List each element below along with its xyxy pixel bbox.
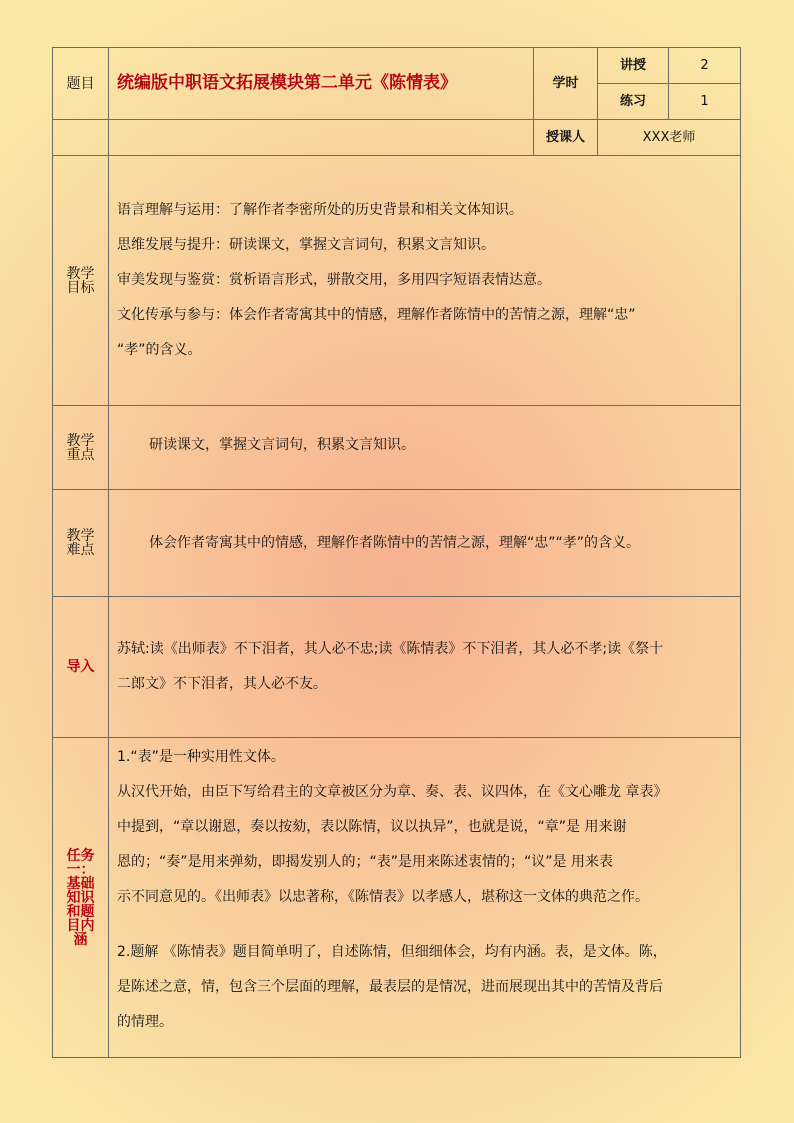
practice-hours-value: 1 <box>669 84 741 120</box>
lesson-title: 统编版中职语文拓展模块第二单元《陈情表》 <box>109 48 534 120</box>
goal-language: 语言理解与运用：了解作者李密所处的历史背景和相关文体知识。 <box>117 202 523 218</box>
task1-label-line3: 基础 <box>66 875 95 892</box>
teacher-label: 授课人 <box>534 120 598 156</box>
task1-label-line7: 涵 <box>73 931 88 948</box>
task1-para2-line2: 是陈述之意，情，包含三个层面的理解，最表层的是情况，进而展现出其中的苦情及背后 <box>117 979 663 995</box>
key-points-label-line2: 重点 <box>66 446 95 463</box>
lesson-plan-table <box>52 47 741 1058</box>
task1-para2-line1: 2.题解 《陈情表》题目简单明了，自述陈情，但细细体会，均有内涵。表，是文体。陈， <box>117 944 667 960</box>
paragraph-spacer <box>117 915 734 935</box>
difficulties-label <box>53 490 109 597</box>
task1-label-line1: 任务 <box>66 847 95 864</box>
key-points-label <box>53 406 109 490</box>
task1-label-line4: 知识 <box>66 889 95 906</box>
task1-para1-line1: 1.“表”是一种实用性文体。 <box>117 749 285 765</box>
task1-label <box>53 738 109 1058</box>
difficulties-content <box>109 490 741 597</box>
task1-label-line5: 和题 <box>66 903 95 920</box>
goals-label-line1: 教学 <box>66 265 95 282</box>
practice-label: 练习 <box>598 84 669 120</box>
task1-label-line6: 目内 <box>66 917 95 934</box>
teacher-value: XXX老师 <box>598 120 741 156</box>
task1-para2-line3: 的情理。 <box>117 1014 173 1030</box>
goal-culture-cont: “孝”的含义。 <box>117 342 202 358</box>
key-points-text: 研读课文，掌握文言词句，积累文言知识。 <box>149 437 415 453</box>
goal-aesthetics: 审美发现与鉴赏：赏析语言形式，骈散交用，多用四字短语表情达意。 <box>117 272 551 288</box>
task1-para1-line4: 恩的；“奏”是用来弹劾，即揭发别人的；“表”是用来陈述衷情的；“议”是 用来表 <box>117 854 613 870</box>
difficulties-text: 体会作者寄寓其中的情感，理解作者陈情中的苦情之源，理解“忠”“孝”的含义。 <box>149 534 641 551</box>
goal-thinking: 思维发展与提升：研读课文，掌握文言词句，积累文言知识。 <box>117 237 495 253</box>
goals-content <box>109 156 741 406</box>
key-points-label-line1: 教学 <box>66 432 95 449</box>
key-points-content <box>109 406 741 490</box>
goals-label-line2: 目标 <box>66 279 95 296</box>
task1-label-line2: 一： <box>66 861 95 878</box>
task1-para1-line3: 中提到，“章以谢恩，奏以按劾，表以陈情，议以执异”，也就是说，“章”是 用来谢 <box>117 819 627 835</box>
hours-label: 学时 <box>534 48 598 120</box>
goals-label <box>53 156 109 406</box>
task1-content <box>109 738 741 1058</box>
title-cell-continuation <box>109 120 534 156</box>
intro-content <box>109 597 741 738</box>
intro-label: 导入 <box>53 597 109 738</box>
difficulties-label-line1: 教学 <box>66 528 95 544</box>
intro-line1: 苏轼:读《出师表》不下泪者，其人必不忠;读《陈情表》不下泪者，其人必不孝;读《祭十 <box>117 641 664 657</box>
task1-para1-line5: 示不同意见的。《出师表》以忠著称，《陈情表》以孝感人，堪称这一文体的典范之作。 <box>117 889 649 905</box>
title-label-continuation <box>53 120 109 156</box>
task1-para1-line2: 从汉代开始，由臣下写给君主的文章被区分为章、奏、表、议四体，在《文心雕龙 章表》 <box>117 784 668 800</box>
lecture-hours-value: 2 <box>669 48 741 84</box>
lecture-label: 讲授 <box>598 48 669 84</box>
difficulties-label-line2: 难点 <box>66 542 95 558</box>
goal-culture: 文化传承与参与：体会作者寄寓其中的情感，理解作者陈情中的苦情之源，理解“忠” <box>117 307 636 323</box>
title-label: 题目 <box>53 48 109 120</box>
intro-line2: 二郎文》不下泪者，其人必不友。 <box>117 676 327 692</box>
